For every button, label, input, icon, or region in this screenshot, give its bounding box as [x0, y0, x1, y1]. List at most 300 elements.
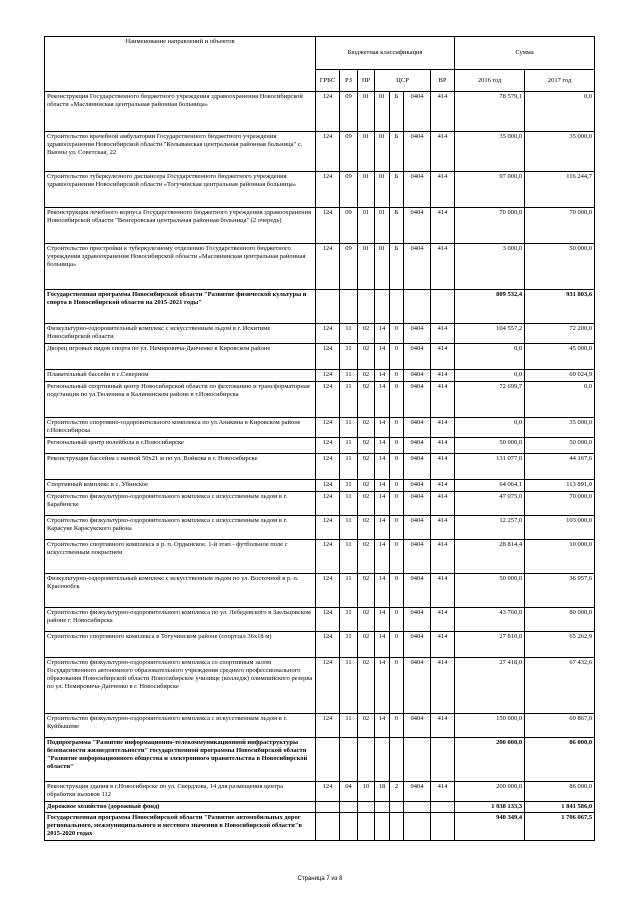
- cell-c2: 0: [390, 632, 404, 658]
- cell-y2017: 50 000,0: [525, 244, 595, 290]
- cell-pr: 02: [358, 438, 375, 454]
- cell-c1: 14: [375, 418, 390, 438]
- header-vr: ВР: [431, 70, 455, 92]
- cell-c1: 14: [375, 324, 390, 344]
- cell-c1: 14: [375, 344, 390, 370]
- cell-vr: 414: [431, 438, 455, 454]
- header-grbs: ГРБС: [316, 70, 340, 92]
- cell-pr: 02: [358, 344, 375, 370]
- cell-y2016: 150 000,0: [455, 714, 525, 738]
- cell-c1: 14: [375, 480, 390, 492]
- cell-c3: 0404: [404, 492, 431, 516]
- cell-rz: 11: [340, 492, 358, 516]
- cell-pr: [358, 813, 375, 841]
- cell-vr: 414: [431, 658, 455, 714]
- cell-grbs: 124: [316, 454, 340, 480]
- cell-grbs: 124: [316, 92, 340, 132]
- cell-c2: 0: [390, 492, 404, 516]
- cell-c1: 14: [375, 608, 390, 632]
- cell-pr: 01: [358, 208, 375, 244]
- cell-pr: 02: [358, 382, 375, 418]
- cell-name: Строительство физкультурно-оздоровительного комплекса с искусственным льдом в г. Карасуке Карасукского района: [45, 516, 316, 540]
- cell-c1: 14: [375, 632, 390, 658]
- cell-c3: 0404: [404, 608, 431, 632]
- cell-c2: 0: [390, 324, 404, 344]
- cell-c1: 14: [375, 574, 390, 608]
- cell-grbs: 124: [316, 438, 340, 454]
- cell-name: Строительство туберкулезного диспансера Государственного бюджетного учреждения здравоохранения Новосибирской области «Тогучинская центральная районная больница»: [45, 172, 316, 208]
- cell-c3: 0404: [404, 658, 431, 714]
- cell-c1: 14: [375, 658, 390, 714]
- cell-name: Реконструкция лечебного корпуса Государственного бюджетного учреждения здравоохранения Новосибирской области "Венгеровская центральная районная больница" (2 очередь): [45, 208, 316, 244]
- cell-vr: 414: [431, 480, 455, 492]
- cell-name: Строительство физкультурно-оздоровительного комплекса с искусственным льдом в г. Куйбышеве: [45, 714, 316, 738]
- cell-grbs: [316, 813, 340, 841]
- cell-c3: 0404: [404, 714, 431, 738]
- cell-y2016: 27 810,0: [455, 632, 525, 658]
- cell-rz: [340, 290, 358, 324]
- cell-y2016: 809 532,4: [455, 290, 525, 324]
- cell-y2016: 50 000,0: [455, 438, 525, 454]
- cell-pr: 02: [358, 632, 375, 658]
- table-row: [45, 714, 595, 738]
- cell-vr: 414: [431, 324, 455, 344]
- cell-c3: 0404: [404, 382, 431, 418]
- table-row: [45, 244, 595, 290]
- cell-vr: 414: [431, 782, 455, 802]
- cell-pr: [358, 802, 375, 813]
- cell-grbs: 124: [316, 714, 340, 738]
- cell-y2016: 200 000,0: [455, 782, 525, 802]
- table-row: [45, 132, 595, 172]
- cell-vr: 414: [431, 172, 455, 208]
- cell-name: Реконструкция здания в г.Новосибирске по ул. Свердлова, 14 для размещения центра обработки вызовов 112: [45, 782, 316, 802]
- cell-y2016: 27 418,0: [455, 658, 525, 714]
- header-sum: Сумма: [455, 37, 595, 70]
- cell-y2016: 1 038 133,3: [455, 802, 525, 813]
- cell-y2017: 0,0: [525, 92, 595, 132]
- cell-rz: 11: [340, 658, 358, 714]
- header-name: Наименование направлений и объектов: [45, 37, 316, 92]
- cell-c2: [390, 802, 404, 813]
- cell-name: Реконструкция бассейна с ванной 50х21 м по ул. Войкова в г. Новосибирске: [45, 454, 316, 480]
- cell-c3: 0404: [404, 632, 431, 658]
- cell-c3: [404, 813, 431, 841]
- table-row: [45, 782, 595, 802]
- cell-name: Строительство физкультурно-оздоровительного комплекса с искусственным льдом в г. Барабинске: [45, 492, 316, 516]
- cell-grbs: 124: [316, 480, 340, 492]
- cell-y2016: 47 075,0: [455, 492, 525, 516]
- cell-vr: 414: [431, 632, 455, 658]
- cell-c1: 01: [375, 132, 390, 172]
- cell-name: Физкультурно-оздоровительный комплекс с искусственным льдом в г. Искитиме Новосибирской области: [45, 324, 316, 344]
- cell-c3: 0404: [404, 516, 431, 540]
- cell-c3: 0404: [404, 782, 431, 802]
- cell-y2016: 104 557,2: [455, 324, 525, 344]
- cell-vr: 414: [431, 132, 455, 172]
- cell-rz: 11: [340, 516, 358, 540]
- cell-y2017: 36 957,6: [525, 574, 595, 608]
- cell-pr: 02: [358, 714, 375, 738]
- cell-c1: 14: [375, 492, 390, 516]
- cell-rz: 11: [340, 370, 358, 382]
- cell-vr: 414: [431, 244, 455, 290]
- cell-rz: 11: [340, 540, 358, 574]
- cell-pr: 02: [358, 492, 375, 516]
- cell-c3: 0404: [404, 132, 431, 172]
- cell-y2017: 35 000,0: [525, 418, 595, 438]
- document-page: [44, 36, 594, 841]
- cell-y2016: 940 349,4: [455, 813, 525, 841]
- table-row: [45, 658, 595, 714]
- table-row: [45, 492, 595, 516]
- table-row: [45, 290, 595, 324]
- cell-c1: [375, 738, 390, 782]
- cell-c1: 01: [375, 92, 390, 132]
- cell-y2016: 50 000,0: [455, 574, 525, 608]
- cell-c1: 01: [375, 172, 390, 208]
- header-pr: ПР: [358, 70, 375, 92]
- table-row: [45, 438, 595, 454]
- cell-vr: 414: [431, 492, 455, 516]
- cell-rz: 11: [340, 608, 358, 632]
- cell-name: Дворец игровых видов спорта по ул. Немировича-Данченко в Кировском районе: [45, 344, 316, 370]
- cell-c2: 0: [390, 658, 404, 714]
- cell-grbs: 124: [316, 574, 340, 608]
- cell-pr: 01: [358, 244, 375, 290]
- cell-c3: 0404: [404, 438, 431, 454]
- cell-c1: [375, 290, 390, 324]
- cell-y2016: 97 000,0: [455, 172, 525, 208]
- cell-c2: 0: [390, 454, 404, 480]
- cell-grbs: 124: [316, 370, 340, 382]
- cell-name: Государственная программа Новосибирской области "Развитие физической культуры и спорта в Новосибирской области на 2015-2021 годы": [45, 290, 316, 324]
- cell-c2: Б: [390, 172, 404, 208]
- cell-rz: 11: [340, 480, 358, 492]
- cell-c3: 0404: [404, 480, 431, 492]
- cell-c3: 0404: [404, 244, 431, 290]
- cell-y2017: 65 262,9: [525, 632, 595, 658]
- cell-y2016: 64 064,1: [455, 480, 525, 492]
- table-row: [45, 813, 595, 841]
- table-row: [45, 738, 595, 782]
- cell-name: Строительство пристройки к туберкулезному отделению Государственного бюджетного учреждения здравоохранения Новосибирской области «Маслянинская центральная районная больница»: [45, 244, 316, 290]
- table-row: [45, 454, 595, 480]
- cell-y2017: 70 000,0: [525, 208, 595, 244]
- cell-rz: 11: [340, 438, 358, 454]
- cell-vr: [431, 802, 455, 813]
- cell-rz: 11: [340, 324, 358, 344]
- cell-rz: 11: [340, 454, 358, 480]
- cell-c1: 14: [375, 516, 390, 540]
- cell-vr: 414: [431, 574, 455, 608]
- table-row: [45, 632, 595, 658]
- cell-name: Подпрограмма "Развитие информационно-телекоммуникационной инфраструктуры безопасности жизнедеятельности" государственной программы Новосибирской области "Развитие информационного общества и электронного правительства в Новосибирской области": [45, 738, 316, 782]
- cell-grbs: 124: [316, 632, 340, 658]
- cell-rz: 11: [340, 418, 358, 438]
- cell-rz: 11: [340, 632, 358, 658]
- cell-c2: Б: [390, 208, 404, 244]
- cell-y2016: 0,0: [455, 344, 525, 370]
- cell-name: Строительство врачебной амбулатории Государственного бюджетного учреждения здравоохранения Новосибирской области "Колыванская центральная районная больница" с. Вьюны ул. Советская, 22: [45, 132, 316, 172]
- cell-c1: 14: [375, 382, 390, 418]
- cell-pr: [358, 290, 375, 324]
- cell-name: Государственная программа Новосибирской области "Развитие автомобильных дорог регионального, межмуниципального и местного значения в Новосибирской области"в 2015-2020 годах: [45, 813, 316, 841]
- cell-vr: 414: [431, 454, 455, 480]
- cell-name: Строительство физкультурно-оздоровительного комплекса со спортивным залом Государственного автономного образовательного учреждения среднего профессионального образования Новосибирской области Новосибирское училище (колледж) олимпийского резерва по ул. Немировича-Данченко в г. Новосибирске: [45, 658, 316, 714]
- cell-y2017: 86 000,0: [525, 738, 595, 782]
- table-row: [45, 418, 595, 438]
- cell-vr: 414: [431, 714, 455, 738]
- cell-c3: 0404: [404, 92, 431, 132]
- cell-pr: 02: [358, 480, 375, 492]
- cell-c3: [404, 802, 431, 813]
- cell-vr: 414: [431, 208, 455, 244]
- cell-name: Региональный центр волейбола в г.Новосибирске: [45, 438, 316, 454]
- cell-c1: [375, 813, 390, 841]
- cell-pr: 02: [358, 418, 375, 438]
- cell-y2017: 50 000,0: [525, 438, 595, 454]
- cell-c3: 0404: [404, 208, 431, 244]
- page-footer: Страница 7 из 8: [297, 876, 343, 882]
- cell-y2016: 3 000,0: [455, 244, 525, 290]
- cell-c2: [390, 290, 404, 324]
- cell-rz: 11: [340, 344, 358, 370]
- cell-rz: 09: [340, 92, 358, 132]
- cell-c3: 0404: [404, 324, 431, 344]
- header-rz: РЗ: [340, 70, 358, 92]
- cell-grbs: 124: [316, 516, 340, 540]
- cell-vr: [431, 290, 455, 324]
- cell-y2017: 1 841 586,0: [525, 802, 595, 813]
- cell-c2: 0: [390, 370, 404, 382]
- cell-c1: 14: [375, 540, 390, 574]
- cell-vr: 414: [431, 608, 455, 632]
- cell-c2: 0: [390, 608, 404, 632]
- cell-grbs: 124: [316, 418, 340, 438]
- table-row: [45, 382, 595, 418]
- cell-y2016: 70 000,0: [455, 208, 525, 244]
- cell-pr: 01: [358, 132, 375, 172]
- cell-grbs: 124: [316, 208, 340, 244]
- cell-rz: 09: [340, 172, 358, 208]
- cell-c2: 0: [390, 516, 404, 540]
- table-row: [45, 574, 595, 608]
- cell-y2017: 67 432,6: [525, 658, 595, 714]
- cell-c3: [404, 738, 431, 782]
- cell-y2016: 0,0: [455, 370, 525, 382]
- cell-rz: 09: [340, 208, 358, 244]
- cell-name: Региональный спортивный центр Новосибирской области по фехтованию и трансформаторная подстанция по ул.Тюленина в Калининском районе в г.Новосибирска: [45, 382, 316, 418]
- cell-c2: 0: [390, 382, 404, 418]
- cell-y2016: 131 077,0: [455, 454, 525, 480]
- cell-name: Физкультурно-оздоровительный комплекс с искусственным льдом по ул. Восточной в р. п. Краснообск: [45, 574, 316, 608]
- cell-y2017: 70 000,0: [525, 492, 595, 516]
- table-row: [45, 344, 595, 370]
- table-row: [45, 480, 595, 492]
- cell-c2: Б: [390, 244, 404, 290]
- cell-grbs: [316, 802, 340, 813]
- cell-rz: 09: [340, 244, 358, 290]
- cell-pr: 02: [358, 608, 375, 632]
- table-row: [45, 516, 595, 540]
- cell-y2017: 69 024,9: [525, 370, 595, 382]
- cell-c1: 01: [375, 244, 390, 290]
- cell-c1: 01: [375, 208, 390, 244]
- cell-pr: 01: [358, 92, 375, 132]
- cell-y2017: 72 200,0: [525, 324, 595, 344]
- table-row: [45, 172, 595, 208]
- cell-c2: 0: [390, 480, 404, 492]
- cell-name: Плавательный бассейн в с.Северном: [45, 370, 316, 382]
- cell-c1: 14: [375, 438, 390, 454]
- cell-y2017: 931 803,6: [525, 290, 595, 324]
- cell-pr: 10: [358, 782, 375, 802]
- cell-y2017: 0,0: [525, 382, 595, 418]
- cell-pr: [358, 738, 375, 782]
- cell-y2016: 12 257,0: [455, 516, 525, 540]
- cell-y2017: 80 000,0: [525, 608, 595, 632]
- cell-grbs: 124: [316, 244, 340, 290]
- table-row: [45, 370, 595, 382]
- table-row: [45, 324, 595, 344]
- cell-rz: 04: [340, 782, 358, 802]
- cell-grbs: 124: [316, 344, 340, 370]
- cell-y2017: 69 867,0: [525, 714, 595, 738]
- cell-y2016: 35 000,0: [455, 132, 525, 172]
- cell-grbs: 124: [316, 782, 340, 802]
- cell-pr: 02: [358, 516, 375, 540]
- header-2017: 2017 год: [525, 70, 595, 92]
- cell-c3: 0404: [404, 574, 431, 608]
- cell-name: Дорожное хозяйство (дорожный фонд): [45, 802, 316, 813]
- cell-c3: [404, 290, 431, 324]
- cell-y2016: 78 579,1: [455, 92, 525, 132]
- cell-name: Строительство физкультурно-оздоровительного комплекса по ул. Лебедевского в Заельцовском районе г. Новосибирска: [45, 608, 316, 632]
- cell-grbs: 124: [316, 492, 340, 516]
- header-2016: 2016 год: [455, 70, 525, 92]
- cell-c2: 0: [390, 438, 404, 454]
- cell-c2: [390, 813, 404, 841]
- cell-name: Спортивный комплекс в с. Убинское: [45, 480, 316, 492]
- header-csr: ЦСР: [375, 70, 431, 92]
- cell-c1: 14: [375, 454, 390, 480]
- cell-y2017: 44 167,6: [525, 454, 595, 480]
- cell-y2016: 0,0: [455, 418, 525, 438]
- cell-y2016: 200 000,0: [455, 738, 525, 782]
- cell-pr: 02: [358, 454, 375, 480]
- cell-rz: 09: [340, 132, 358, 172]
- cell-vr: 414: [431, 382, 455, 418]
- table-row: [45, 540, 595, 574]
- cell-c2: 0: [390, 714, 404, 738]
- cell-y2017: 1 706 067,5: [525, 813, 595, 841]
- cell-rz: [340, 738, 358, 782]
- cell-grbs: 124: [316, 382, 340, 418]
- cell-y2016: 43 760,0: [455, 608, 525, 632]
- cell-c3: 0404: [404, 454, 431, 480]
- cell-c2: 2: [390, 782, 404, 802]
- cell-pr: 01: [358, 172, 375, 208]
- cell-pr: 02: [358, 540, 375, 574]
- cell-name: Реконструкция Государственного бюджетного учреждения здравоохранения Новосибирской области «Маслянинская центральная районная больница»: [45, 92, 316, 132]
- table-row: [45, 208, 595, 244]
- cell-c3: 0404: [404, 370, 431, 382]
- cell-c2: 0: [390, 418, 404, 438]
- cell-c2: Б: [390, 92, 404, 132]
- cell-y2016: 72 699,7: [455, 382, 525, 418]
- budget-table: [44, 36, 595, 841]
- cell-rz: 11: [340, 382, 358, 418]
- cell-rz: [340, 813, 358, 841]
- cell-c2: Б: [390, 132, 404, 172]
- cell-grbs: [316, 738, 340, 782]
- cell-y2017: 86 000,0: [525, 782, 595, 802]
- cell-rz: 11: [340, 574, 358, 608]
- cell-c1: 14: [375, 714, 390, 738]
- cell-vr: [431, 813, 455, 841]
- cell-vr: [431, 738, 455, 782]
- cell-pr: 02: [358, 658, 375, 714]
- cell-c3: 0404: [404, 418, 431, 438]
- cell-name: Строительство спортивного комплекса в р. п. Ордынское. 1-й этап - футбольное поле с искусственным покрытием: [45, 540, 316, 574]
- cell-vr: 414: [431, 370, 455, 382]
- cell-y2017: 116 244,7: [525, 172, 595, 208]
- header-budget-classification: Бюджетная классификация: [316, 37, 455, 70]
- cell-vr: 414: [431, 516, 455, 540]
- table-row: [45, 802, 595, 813]
- cell-pr: 02: [358, 574, 375, 608]
- cell-name: Строительство спортивно-оздоровительного комплекса по ул.Аникина в Кировском районе г.Новосибирска: [45, 418, 316, 438]
- cell-c2: 0: [390, 344, 404, 370]
- cell-rz: 11: [340, 714, 358, 738]
- cell-name: Строительство спортивного комплекса в Тогучинском районе (спортзал 36х18 м): [45, 632, 316, 658]
- cell-vr: 414: [431, 418, 455, 438]
- cell-grbs: [316, 290, 340, 324]
- cell-grbs: 124: [316, 540, 340, 574]
- cell-vr: 414: [431, 344, 455, 370]
- cell-y2016: 28 814,4: [455, 540, 525, 574]
- cell-c1: 14: [375, 370, 390, 382]
- cell-c2: 0: [390, 540, 404, 574]
- cell-y2017: 10 000,0: [525, 540, 595, 574]
- cell-c2: [390, 738, 404, 782]
- cell-rz: [340, 802, 358, 813]
- cell-grbs: 124: [316, 172, 340, 208]
- cell-y2017: 45 000,0: [525, 344, 595, 370]
- cell-y2017: 113 891,0: [525, 480, 595, 492]
- cell-grbs: 124: [316, 324, 340, 344]
- table-row: [45, 608, 595, 632]
- cell-c3: 0404: [404, 540, 431, 574]
- cell-c3: 0404: [404, 172, 431, 208]
- cell-vr: 414: [431, 540, 455, 574]
- table-body: [45, 92, 595, 841]
- cell-c1: [375, 802, 390, 813]
- cell-c2: 0: [390, 574, 404, 608]
- cell-pr: 02: [358, 370, 375, 382]
- cell-grbs: 124: [316, 608, 340, 632]
- cell-c1: 18: [375, 782, 390, 802]
- cell-grbs: 124: [316, 658, 340, 714]
- cell-vr: 414: [431, 92, 455, 132]
- cell-pr: 02: [358, 324, 375, 344]
- cell-y2017: 35 000,0: [525, 132, 595, 172]
- table-row: [45, 92, 595, 132]
- cell-c3: 0404: [404, 344, 431, 370]
- cell-y2017: 103 000,0: [525, 516, 595, 540]
- cell-grbs: 124: [316, 132, 340, 172]
